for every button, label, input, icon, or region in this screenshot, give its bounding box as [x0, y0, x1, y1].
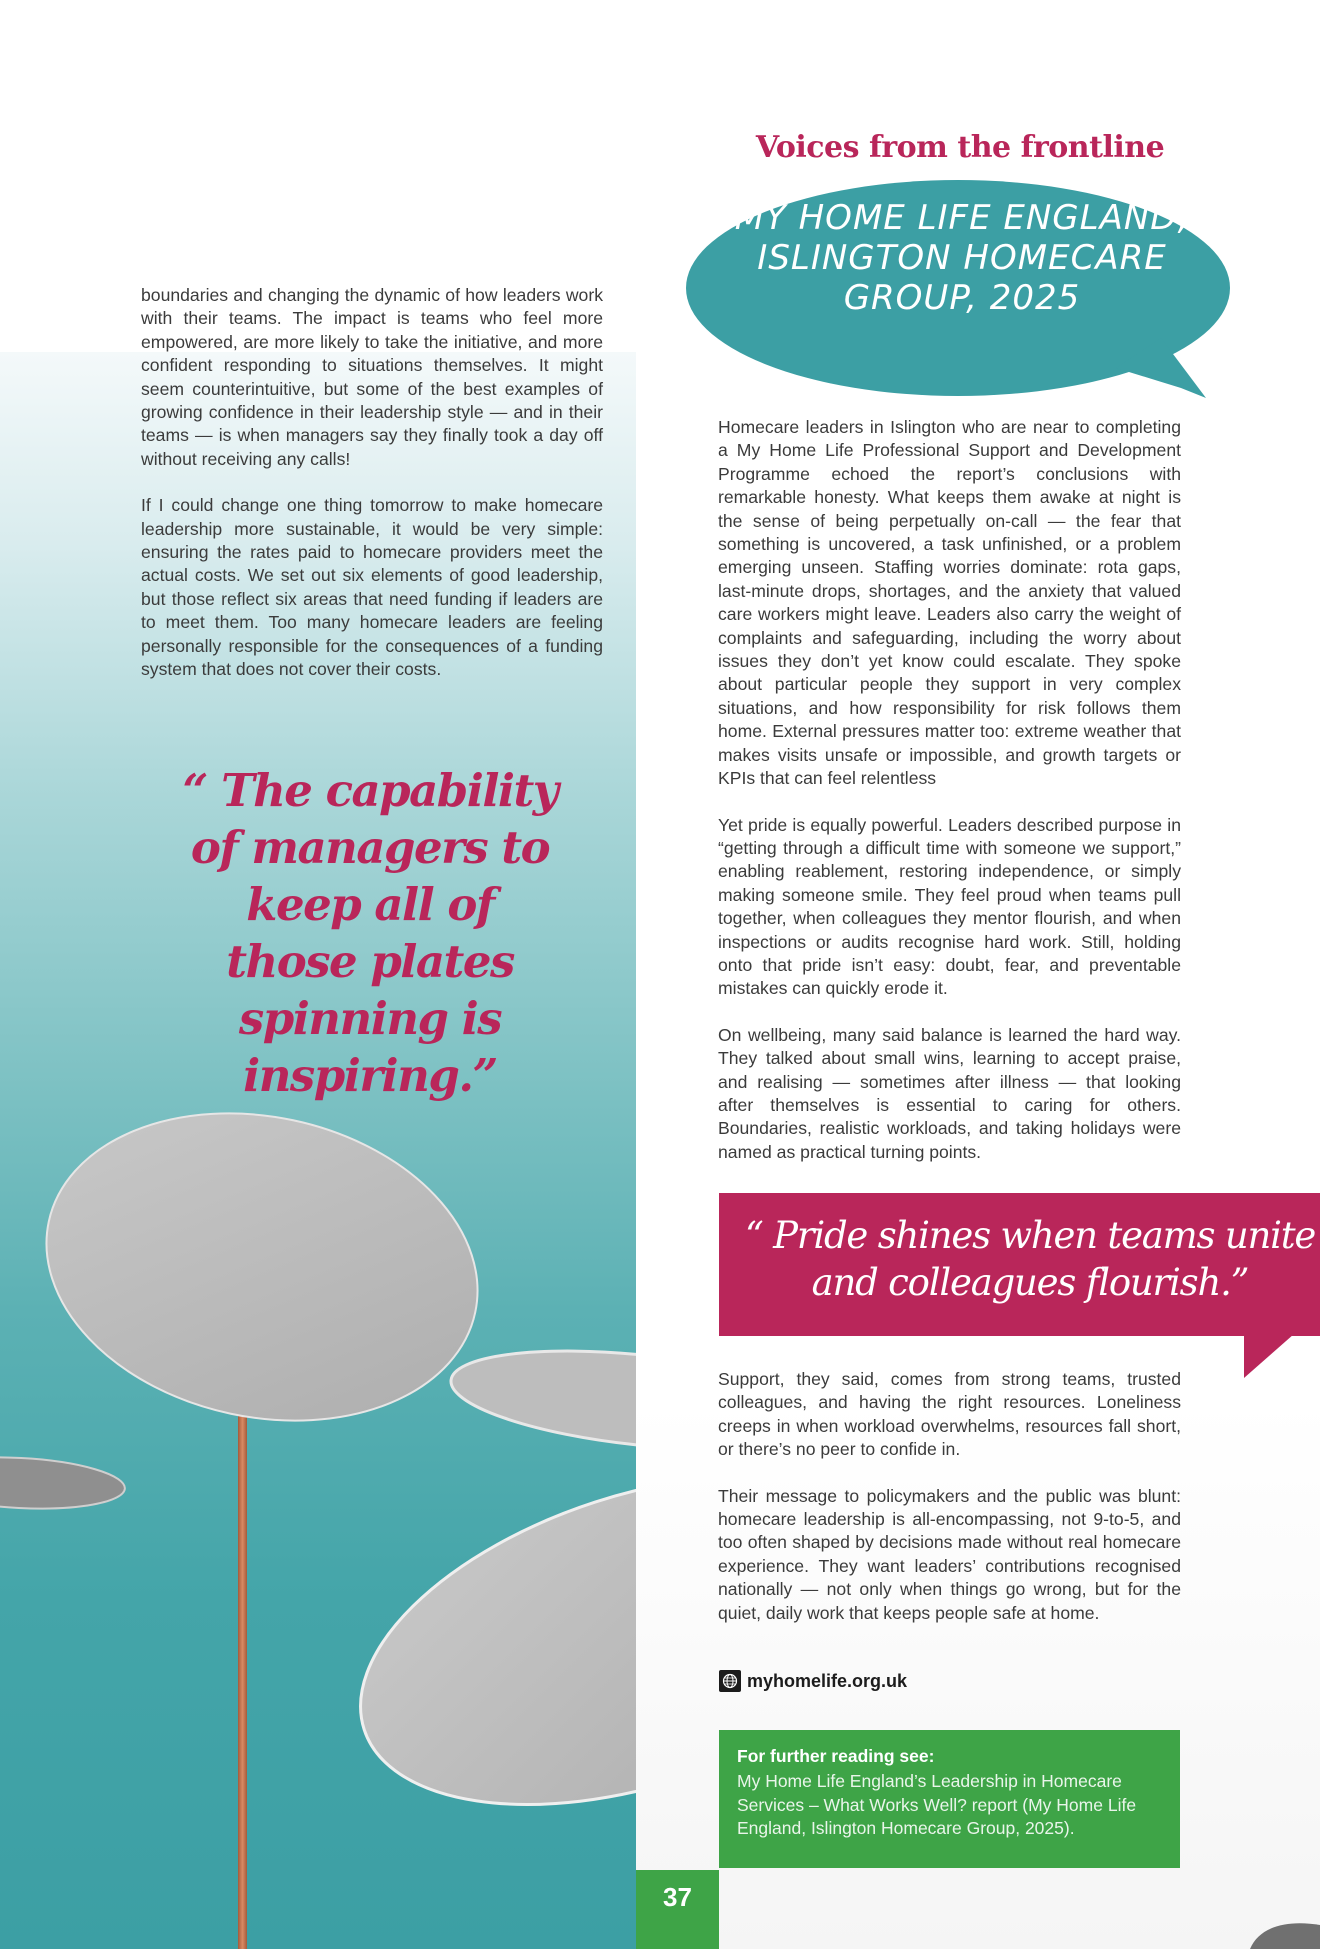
left-paragraph: boundaries and changing the dynamic of how leaders work with their teams. The impact is teams who feel more empowered, are more likely to take the initiative, and more confident responding to situations themselves. It might seem counterintuitive, but some of the best examples of growing confidence in their leadership style — and in their teams — is when managers say they finally took a day off without receiving any calls!: [141, 285, 603, 469]
right-paragraph: Homecare leaders in Islington who are near to completing a My Home Life Professional Support and Development Programme echoed the report’s conclusions with remarkable honesty. What keeps them awake at night is the sense of being perpetually on-call — the fear that something is uncovered, a task unfinished, or a problem emerging unseen. Staffing worries dominate: rota gaps, last-minute drops, shortages, and the anxiety that valued care workers might leave. Leaders also carry the weight of complaints and safeguarding, including the worry about issues they don’t yet know could escalate. They spoke about particular people they support in very complex situations, and how responsibility for risk follows them home. External pressures matter too: extreme weather that makes visits unsafe or impossible, and growth targets or KPIs that can feel relentless: [718, 417, 1181, 789]
quote-box-tail: [1244, 1334, 1294, 1378]
section-title: Voices from the frontline: [755, 130, 1165, 165]
website-link[interactable]: [719, 1670, 907, 1692]
website-label[interactable]: myhomelife.org.uk: [747, 1670, 908, 1691]
further-reading-body: My Home Life England’s Leadership in Homecare Services – What Works Well? report (My Home Life England, Islington Homecare Group, 2025).: [737, 1771, 1137, 1838]
bubble-heading: MY HOME LIFE ENGLAND, ISLINGTON HOMECARE GROUP, 2025: [734, 198, 1190, 318]
right-paragraph: Yet pride is equally powerful. Leaders described purpose in “getting through a difficult time with someone we support,” enabling reablement, restoring independence, or simply making someone smile. They feel proud when teams pull together, when colleagues they mentor flourish, and when inspections or audits recognise hard work. Still, holding onto that pride isn’t easy: doubt, fear, and preventable mistakes can quickly erode it.: [718, 814, 1181, 999]
further-reading-title: For further reading see:: [737, 1746, 935, 1766]
pride-quote-text: “ Pride shines when teams unite and colleagues flourish.”: [744, 1214, 1316, 1304]
right-body-text: [718, 416, 1181, 1187]
pull-quote-capability: “ The capability of managers to keep all of those plates spinning is inspiring.”: [182, 764, 558, 1102]
globe-icon: [719, 1670, 741, 1692]
further-reading-box: [719, 1730, 1180, 1868]
plate-right: [446, 1335, 636, 1464]
right-paragraph: Their message to policymakers and the public was blunt: homecare leadership is all-encompassing, not 9-to-5, and too often shaped by decisions made without real homecare experience. They want leaders’ contributions recognised nationally — not only when things go wrong, but for the quiet, daily work that keeps people safe at home.: [718, 1485, 1181, 1623]
page-number-box: [636, 1870, 719, 1949]
plate-left: [0, 1453, 126, 1514]
spinning-plates-illustration: [0, 1080, 636, 1949]
plate-rod: [238, 1400, 247, 1949]
left-paragraph: If I could change one thing tomorrow to make homecare leadership more sustainable, it would be very simple: ensuring the rates paid to homecare providers meet the actual costs. We set out six elements of good leadership, but those reflect six areas that need funding if leaders are to meet them. Too many homecare leaders are feeling personally responsible for the consequences of a funding system that does not cover their costs.: [141, 495, 603, 680]
right-body-text-2: [718, 1368, 1181, 1648]
plate-main: [18, 1080, 507, 1459]
corner-decoration: [1250, 1920, 1320, 1949]
right-paragraph: On wellbeing, many said balance is learned the hard way. They talked about small wins, learning to accept praise, and realising — sometimes after illness — that looking after themselves is essential to caring for others. Boundaries, realistic workloads, and taking holidays were named as practical turning points.: [718, 1024, 1181, 1162]
left-body-text: [141, 284, 603, 705]
page-number: 37: [663, 1882, 692, 1912]
speech-bubble: [686, 178, 1238, 400]
plate-bottom-right: [319, 1412, 636, 1867]
right-paragraph: Support, they said, comes from strong teams, trusted colleagues, and having the right resources. Loneliness creeps in when workload overwhelms, resources fall short, or there’s no peer to confide in.: [718, 1369, 1181, 1460]
